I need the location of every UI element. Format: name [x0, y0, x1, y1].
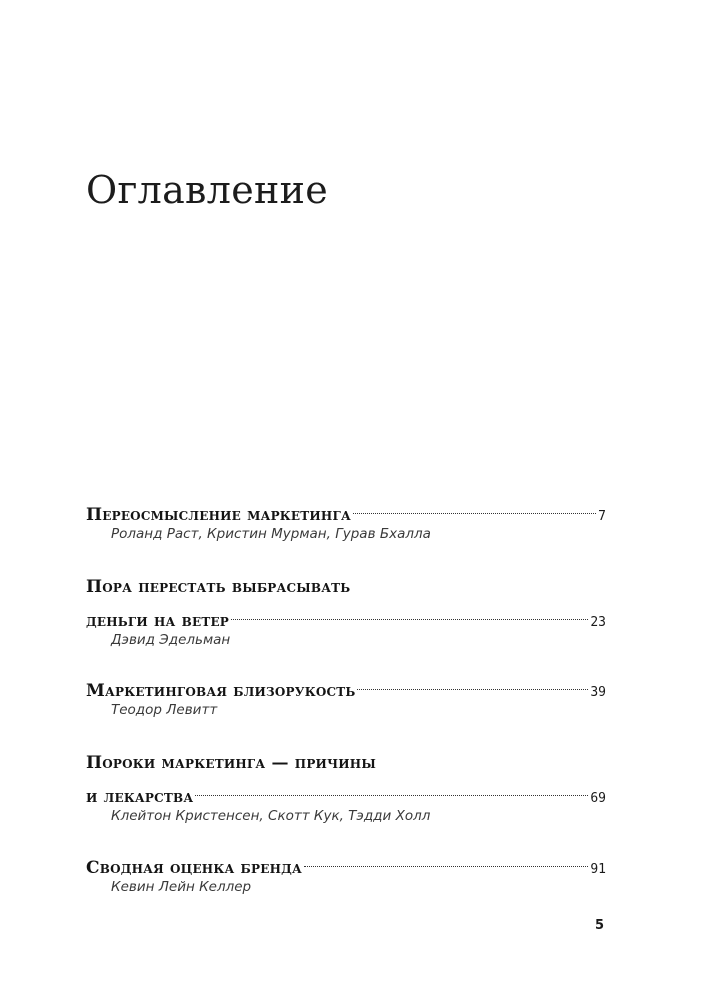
toc-entry-page: 23	[590, 615, 606, 630]
dot-leader	[231, 619, 588, 620]
toc-entry-authors: Кевин Лейн Келлер	[111, 879, 252, 895]
dot-leader	[304, 866, 588, 867]
toc-entry[interactable]	[86, 851, 606, 897]
toc-entry-title-continued: деньги на ветер	[86, 611, 230, 631]
toc-entry-page: 39	[590, 685, 606, 700]
toc-entry[interactable]	[86, 746, 606, 826]
toc-entry-title: Маркетинговая близорукость	[86, 681, 356, 701]
toc-entry-authors: Клейтон Кристенсен, Скотт Кук, Тэдди Холл	[111, 808, 431, 824]
page-number: 5	[595, 918, 605, 933]
toc-entry-authors: Дэвид Эдельман	[111, 632, 231, 648]
table-of-contents	[86, 498, 606, 897]
toc-entry-page: 91	[590, 862, 606, 877]
toc-entry[interactable]	[86, 674, 606, 720]
toc-entry-page: 7	[598, 509, 606, 524]
toc-entry-title: Пороки маркетинга — причины	[86, 753, 376, 773]
toc-entry-authors: Роланд Раст, Кристин Мурман, Гурав Бхалла	[111, 526, 431, 542]
page-title: Оглавление	[86, 168, 329, 212]
toc-entry-authors: Теодор Левитт	[111, 702, 218, 718]
toc-entry[interactable]	[86, 498, 606, 544]
toc-entry-title: Переосмысление маркетинга	[86, 505, 351, 525]
dot-leader	[195, 795, 588, 796]
dot-leader	[353, 513, 596, 514]
toc-entry-title: Сводная оценка бренда	[86, 858, 302, 878]
toc-entry-page: 69	[590, 791, 606, 806]
toc-entry[interactable]	[86, 570, 606, 650]
toc-entry-line	[86, 746, 606, 780]
dot-leader	[357, 689, 588, 690]
toc-entry-line	[86, 570, 606, 604]
toc-entry-title-continued: и лекарства	[86, 787, 194, 807]
toc-entry-title: Пора перестать выбрасывать	[86, 577, 351, 597]
